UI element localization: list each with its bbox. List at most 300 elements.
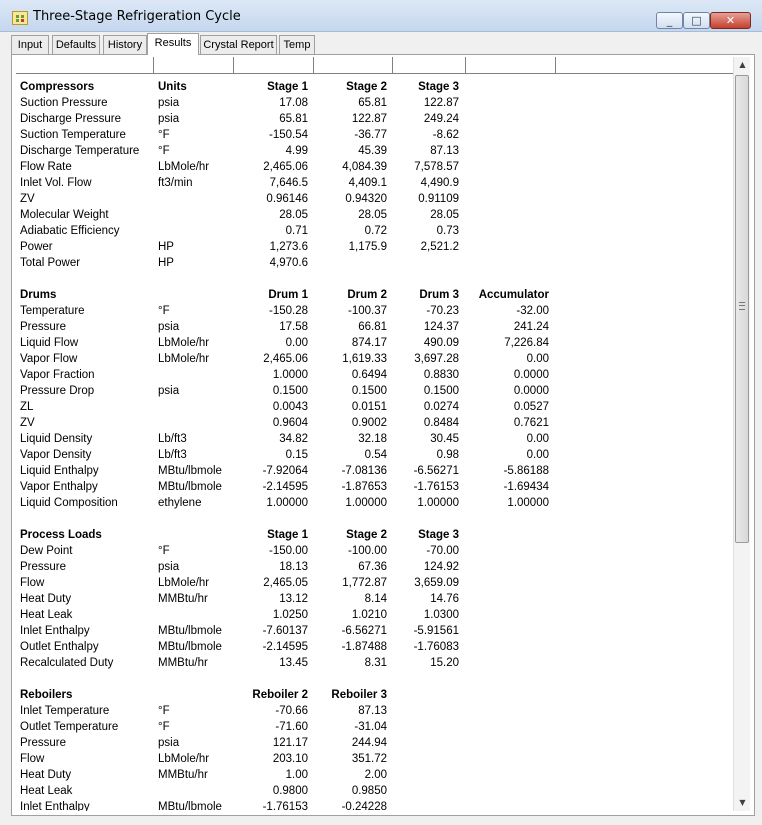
table-cell[interactable]: Adiabatic Efficiency [20,225,120,237]
column-header-cell[interactable] [466,57,556,73]
table-cell[interactable]: °F [158,705,170,717]
close-button[interactable] [710,12,751,29]
table-cell[interactable]: Pressure [20,321,67,333]
section-header-cell[interactable]: Stage 1 [267,81,308,93]
table-row [16,127,733,143]
vertical-scrollbar[interactable] [733,57,750,811]
table-cell[interactable]: -150.54 [268,129,308,141]
table-cell[interactable] [463,575,549,591]
table-row [16,367,733,383]
table-cell[interactable]: LbMole/hr [158,577,210,589]
table-cell[interactable]: -70.00 [426,545,459,557]
table-cell[interactable]: 0.54 [364,449,387,461]
maximize-button[interactable] [683,12,710,29]
table-cell[interactable]: 0.9002 [351,417,387,429]
section-header-cell[interactable]: Stage 2 [346,529,387,541]
table-cell[interactable] [158,207,238,223]
scroll-up-icon[interactable]: ▲ [739,60,746,69]
table-cell[interactable]: psia [158,737,180,749]
table-cell[interactable]: 4,084.39 [342,161,387,173]
table-cell[interactable]: 17.08 [279,97,308,109]
title-bar [0,0,762,32]
table-cell[interactable]: LbMole/hr [158,161,210,173]
table-row [16,703,733,719]
table-cell[interactable]: 13.12 [279,593,308,605]
table-cell[interactable]: psia [158,113,180,125]
table-cell[interactable]: 1.00000 [417,497,459,509]
table-cell[interactable]: Discharge Temperature [20,145,140,157]
table-cell[interactable]: 124.37 [423,321,459,333]
table-cell[interactable]: °F [158,721,170,733]
table-cell[interactable] [158,607,238,623]
table-cell[interactable]: -5.86188 [503,465,549,477]
table-cell[interactable]: -1.87488 [341,641,387,653]
table-cell[interactable]: -100.37 [347,305,387,317]
table-cell[interactable]: HP [158,257,174,269]
section-header-cell[interactable] [463,687,549,703]
table-cell[interactable]: 2,465.06 [263,353,308,365]
table-cell[interactable]: 0.15 [285,449,308,461]
table-cell[interactable]: -7.92064 [262,465,308,477]
table-cell[interactable]: -36.77 [354,129,387,141]
table-cell[interactable]: 874.17 [351,337,387,349]
table-cell[interactable] [463,191,549,207]
table-cell[interactable]: MBtu/lbmole [158,641,222,653]
table-cell[interactable]: 0.72 [364,225,387,237]
table-row [16,479,733,495]
table-cell[interactable]: Pressure Drop [20,385,95,397]
table-cell[interactable] [158,415,238,431]
table-cell[interactable]: 0.9850 [351,785,387,797]
table-cell[interactable]: -2.14595 [262,641,308,653]
table-cell[interactable]: Pressure [20,737,67,749]
table-cell[interactable]: 0.0000 [513,369,549,381]
table-cell[interactable] [463,607,549,623]
section-header-cell[interactable]: Process Loads [20,529,102,541]
table-cell[interactable]: 4,970.6 [269,257,308,269]
table-cell[interactable]: 3,697.28 [414,353,459,365]
table-cell[interactable]: -1.76153 [413,481,459,493]
table-cell[interactable]: -100.00 [347,545,387,557]
table-cell[interactable]: Vapor Enthalpy [20,481,98,493]
table-cell[interactable]: 2,465.05 [263,577,308,589]
scroll-down-icon[interactable]: ▼ [739,798,746,807]
table-cell[interactable]: Molecular Weight [20,209,109,221]
table-cell[interactable]: Inlet Vol. Flow [20,177,92,189]
table-cell[interactable]: -1.69434 [503,481,549,493]
table-cell[interactable]: 34.82 [279,433,308,445]
table-cell[interactable]: -6.56271 [413,465,459,477]
section-header-cell[interactable] [463,527,549,543]
table-cell[interactable]: -7.60137 [262,625,308,637]
table-cell[interactable]: 8.31 [364,657,387,669]
table-cell[interactable]: Total Power [20,257,81,269]
table-cell[interactable]: Vapor Flow [20,353,78,365]
table-cell[interactable]: 1,772.87 [342,577,387,589]
table-cell[interactable]: °F [158,129,170,141]
tab-input[interactable]: Input [11,35,49,54]
table-cell[interactable] [463,143,549,159]
table-cell[interactable]: -31.04 [354,721,387,733]
table-cell[interactable]: 7,578.57 [414,161,459,173]
table-cell[interactable]: -2.14595 [262,481,308,493]
table-cell[interactable]: LbMole/hr [158,353,210,365]
table-cell[interactable] [463,255,549,271]
section-header-cell[interactable]: Units [158,81,187,93]
table-cell[interactable]: 0.73 [436,225,459,237]
table-row [16,223,733,239]
table-cell[interactable]: LbMole/hr [158,753,210,765]
table-cell[interactable] [463,655,549,671]
table-cell[interactable]: ZL [20,401,34,413]
table-cell[interactable]: 1,175.9 [348,241,387,253]
table-cell[interactable]: 8.14 [364,593,387,605]
table-cell[interactable]: 0.7621 [513,417,549,429]
table-cell[interactable] [463,223,549,239]
table-cell[interactable]: 2.00 [364,769,387,781]
tab-history[interactable]: History [103,35,147,54]
table-cell[interactable]: psia [158,321,180,333]
section-header-row [16,527,733,543]
table-cell[interactable]: 0.9800 [272,785,308,797]
table-cell[interactable]: 0.8830 [423,369,459,381]
tab-defaults[interactable]: Defaults [52,35,100,54]
tab-temp[interactable]: Temp [279,35,315,54]
table-cell[interactable]: 0.71 [285,225,308,237]
table-cell[interactable]: -7.08136 [341,465,387,477]
table-cell[interactable]: 0.8484 [423,417,459,429]
table-cell[interactable] [463,559,549,575]
table-cell[interactable]: 122.87 [351,113,387,125]
table-cell[interactable]: Heat Duty [20,593,72,605]
table-cell[interactable]: ethylene [158,497,202,509]
table-cell[interactable]: 1.0250 [272,609,308,621]
section-header-cell[interactable]: Drum 1 [268,289,308,301]
table-cell[interactable]: Pressure [20,561,67,573]
table-cell[interactable]: -32.00 [516,305,549,317]
table-cell[interactable] [463,111,549,127]
table-row [16,543,733,559]
section-header-cell[interactable]: Reboilers [20,689,73,701]
table-cell[interactable] [463,735,549,751]
table-cell[interactable] [463,623,549,639]
table-cell[interactable]: Heat Duty [20,769,72,781]
table-cell[interactable] [463,719,549,735]
table-cell[interactable]: -150.28 [268,305,308,317]
table-cell[interactable]: 122.87 [423,97,459,109]
table-cell[interactable]: MBtu/lbmole [158,801,222,811]
table-cell[interactable]: -6.56271 [341,625,387,637]
table-cell[interactable] [463,207,549,223]
table-cell[interactable]: 1.00000 [507,497,549,509]
table-cell[interactable]: -0.24228 [341,801,387,811]
table-cell[interactable]: -1.76153 [262,801,308,811]
table-cell[interactable]: 0.94320 [345,193,387,205]
table-cell[interactable] [463,639,549,655]
table-cell[interactable] [463,95,549,111]
section-header-cell[interactable]: Compressors [20,81,95,93]
table-cell[interactable]: Liquid Enthalpy [20,465,99,477]
section-header-cell[interactable] [463,79,549,95]
table-cell[interactable]: 2,465.06 [263,161,308,173]
section-header-cell[interactable]: Reboiler 2 [252,689,308,701]
table-cell[interactable]: 0.96146 [266,193,308,205]
table-row [16,207,733,223]
table-cell[interactable]: 0.1500 [423,385,459,397]
table-cell[interactable]: 0.0527 [513,401,549,413]
table-cell[interactable]: 0.6494 [351,369,387,381]
table-cell[interactable]: Dew Point [20,545,73,557]
table-cell[interactable]: 32.18 [358,433,387,445]
table-cell[interactable] [463,239,549,255]
table-cell[interactable]: 1.0000 [272,369,308,381]
table-cell[interactable]: -150.00 [268,545,308,557]
table-cell[interactable]: 67.36 [358,561,387,573]
table-cell[interactable]: Heat Leak [20,785,73,797]
table-cell[interactable]: 66.81 [358,321,387,333]
scrollbar-thumb[interactable] [735,75,749,543]
table-cell[interactable] [463,127,549,143]
table-cell[interactable] [463,175,549,191]
table-cell[interactable]: ZV [20,417,35,429]
section-header-cell[interactable]: Stage 3 [418,529,459,541]
table-cell[interactable]: 87.13 [358,705,387,717]
table-cell[interactable]: 4.99 [285,145,308,157]
table-cell[interactable]: 7,646.5 [269,177,308,189]
table-cell[interactable]: 14.76 [430,593,459,605]
table-cell[interactable]: Heat Leak [20,609,73,621]
table-cell[interactable]: Vapor Density [20,449,92,461]
table-cell[interactable]: 15.20 [430,657,459,669]
table-cell[interactable]: 4,490.9 [420,177,459,189]
table-cell[interactable]: MMBtu/hr [158,593,208,605]
table-cell[interactable]: 2,521.2 [420,241,459,253]
table-cell[interactable]: 244.94 [351,737,387,749]
section-header-row [16,287,733,303]
section-header-cell[interactable] [158,687,238,703]
table-cell[interactable]: 0.00 [526,449,549,461]
table-cell[interactable]: LbMole/hr [158,337,210,349]
table-cell[interactable]: 0.1500 [272,385,308,397]
table-cell[interactable]: Inlet Temperature [20,705,110,717]
table-cell[interactable] [463,159,549,175]
table-cell[interactable]: 1.0210 [351,609,387,621]
table-cell[interactable]: 0.00 [285,337,308,349]
table-cell[interactable] [390,751,459,767]
section-header-cell[interactable] [390,687,459,703]
section-header-cell[interactable]: Drum 3 [419,289,459,301]
table-cell[interactable]: -1.76083 [413,641,459,653]
table-cell[interactable]: 45.39 [358,145,387,157]
table-cell[interactable]: 124.92 [423,561,459,573]
table-cell[interactable]: 0.00 [526,433,549,445]
table-cell[interactable]: 65.81 [279,113,308,125]
table-cell[interactable]: 1.00000 [345,497,387,509]
table-cell[interactable]: 87.13 [430,145,459,157]
table-cell[interactable] [390,719,459,735]
table-cell[interactable]: 1.0300 [423,609,459,621]
section-header-cell[interactable] [158,287,238,303]
table-row [16,431,733,447]
column-header-cell[interactable] [314,57,393,73]
table-cell[interactable]: 0.0151 [351,401,387,413]
table-row [16,335,733,351]
table-cell[interactable] [463,751,549,767]
table-cell[interactable] [158,223,238,239]
table-cell[interactable]: Flow [20,577,45,589]
table-cell[interactable] [390,735,459,751]
table-cell[interactable]: Recalculated Duty [20,657,114,669]
section-header-cell[interactable]: Drum 2 [347,289,387,301]
table-row [16,559,733,575]
table-cell[interactable]: -70.66 [275,705,308,717]
table-cell[interactable]: 65.81 [358,97,387,109]
column-header-cell[interactable] [393,57,466,73]
table-cell[interactable] [158,191,238,207]
table-cell[interactable]: 17.58 [279,321,308,333]
table-cell[interactable]: 30.45 [430,433,459,445]
column-header-cell[interactable] [16,57,154,73]
table-cell[interactable]: 7,226.84 [504,337,549,349]
table-cell[interactable]: Flow Rate [20,161,72,173]
tab-results[interactable]: Results [147,33,199,55]
table-cell[interactable]: Outlet Temperature [20,721,119,733]
table-cell[interactable]: Vapor Fraction [20,369,95,381]
table-cell[interactable] [463,703,549,719]
table-cell[interactable] [463,799,549,811]
results-grid[interactable] [16,57,733,811]
table-cell[interactable]: 18.13 [279,561,308,573]
table-cell[interactable]: ft3/min [158,177,193,189]
table-cell[interactable]: Inlet Enthalpy [20,801,90,811]
table-cell[interactable]: 0.9604 [272,417,308,429]
table-cell[interactable]: psia [158,97,180,109]
table-cell[interactable]: 0.1500 [351,385,387,397]
table-cell[interactable] [390,255,459,271]
table-cell[interactable]: 0.91109 [418,193,459,205]
table-cell[interactable]: -8.62 [432,129,459,141]
table-cell[interactable]: MBtu/lbmole [158,625,222,637]
table-cell[interactable]: 0.98 [436,449,459,461]
section-header-cell[interactable]: Stage 2 [346,81,387,93]
section-header-cell[interactable]: Stage 3 [418,81,459,93]
table-cell[interactable]: °F [158,145,170,157]
table-row [16,575,733,591]
table-cell[interactable]: 121.17 [272,737,308,749]
table-cell[interactable] [390,767,459,783]
table-cell[interactable]: 4,409.1 [348,177,387,189]
table-cell[interactable]: 13.45 [279,657,308,669]
table-cell[interactable]: 28.05 [279,209,308,221]
table-cell[interactable]: Outlet Enthalpy [20,641,99,653]
table-cell[interactable]: ZV [20,193,35,205]
table-cell[interactable]: °F [158,545,170,557]
table-cell[interactable]: MMBtu/hr [158,657,208,669]
table-cell[interactable]: MBtu/lbmole [158,481,222,493]
table-cell[interactable]: psia [158,385,180,397]
table-cell[interactable]: MBtu/lbmole [158,465,222,477]
table-row [16,239,733,255]
table-cell[interactable]: Liquid Density [20,433,93,445]
table-cell[interactable]: 28.05 [358,209,387,221]
table-row [16,143,733,159]
table-cell[interactable]: Lb/ft3 [158,433,187,445]
table-cell[interactable]: psia [158,561,180,573]
table-cell[interactable]: 249.24 [423,113,459,125]
table-cell[interactable]: Inlet Enthalpy [20,625,90,637]
table-cell[interactable]: 3,659.09 [414,577,459,589]
section-header-cell[interactable]: Drums [20,289,57,301]
table-cell[interactable]: 203.10 [272,753,308,765]
table-cell[interactable]: Flow [20,753,45,765]
table-cell[interactable]: Liquid Composition [20,497,118,509]
table-cell[interactable]: Discharge Pressure [20,113,121,125]
table-cell[interactable] [390,799,459,811]
tab-crystal-report[interactable]: Crystal Report [200,35,277,54]
section-header-cell[interactable] [158,527,238,543]
column-header-cell[interactable] [154,57,234,73]
table-cell[interactable]: -70.23 [426,305,459,317]
table-cell[interactable]: MMBtu/hr [158,769,208,781]
table-cell[interactable]: Temperature [20,305,85,317]
section-header-cell[interactable]: Reboiler 3 [331,689,387,701]
table-cell[interactable]: 0.0043 [272,401,308,413]
table-cell[interactable]: Suction Temperature [20,129,126,141]
table-cell[interactable]: °F [158,305,170,317]
table-row [16,303,733,319]
table-cell[interactable] [311,255,387,271]
table-cell[interactable]: 1,273.6 [269,241,308,253]
table-cell[interactable] [463,543,549,559]
table-cell[interactable] [158,783,238,799]
table-cell[interactable] [390,703,459,719]
column-header-cell[interactable] [234,57,314,73]
table-cell[interactable]: 241.24 [513,321,549,333]
table-cell[interactable] [463,783,549,799]
table-cell[interactable]: 0.00 [526,353,549,365]
table-cell[interactable]: -5.91561 [413,625,459,637]
table-cell[interactable]: 0.0274 [423,401,459,413]
minimize-button[interactable] [656,12,683,29]
table-cell[interactable] [390,783,459,799]
table-cell[interactable]: 1,619.33 [342,353,387,365]
table-cell[interactable]: HP [158,241,174,253]
table-cell[interactable]: Liquid Flow [20,337,79,349]
table-cell[interactable]: Suction Pressure [20,97,108,109]
table-cell[interactable]: -71.60 [275,721,308,733]
table-row [16,319,733,335]
table-cell[interactable]: 490.09 [423,337,459,349]
app-icon [12,11,28,25]
table-cell[interactable] [463,591,549,607]
table-cell[interactable]: -1.87653 [341,481,387,493]
table-cell[interactable]: Lb/ft3 [158,449,187,461]
table-cell[interactable]: 1.00000 [266,497,308,509]
table-cell[interactable]: 0.0000 [513,385,549,397]
table-cell[interactable]: 28.05 [430,209,459,221]
table-row [16,415,733,431]
table-row [16,399,733,415]
table-cell[interactable]: 351.72 [351,753,387,765]
section-header-cell[interactable]: Stage 1 [267,529,308,541]
table-cell[interactable] [158,367,238,383]
table-cell[interactable]: Power [20,241,53,253]
section-header-cell[interactable]: Accumulator [478,289,549,301]
table-row [16,735,733,751]
table-cell[interactable] [463,767,549,783]
table-cell[interactable] [158,399,238,415]
table-cell[interactable]: 1.00 [285,769,308,781]
